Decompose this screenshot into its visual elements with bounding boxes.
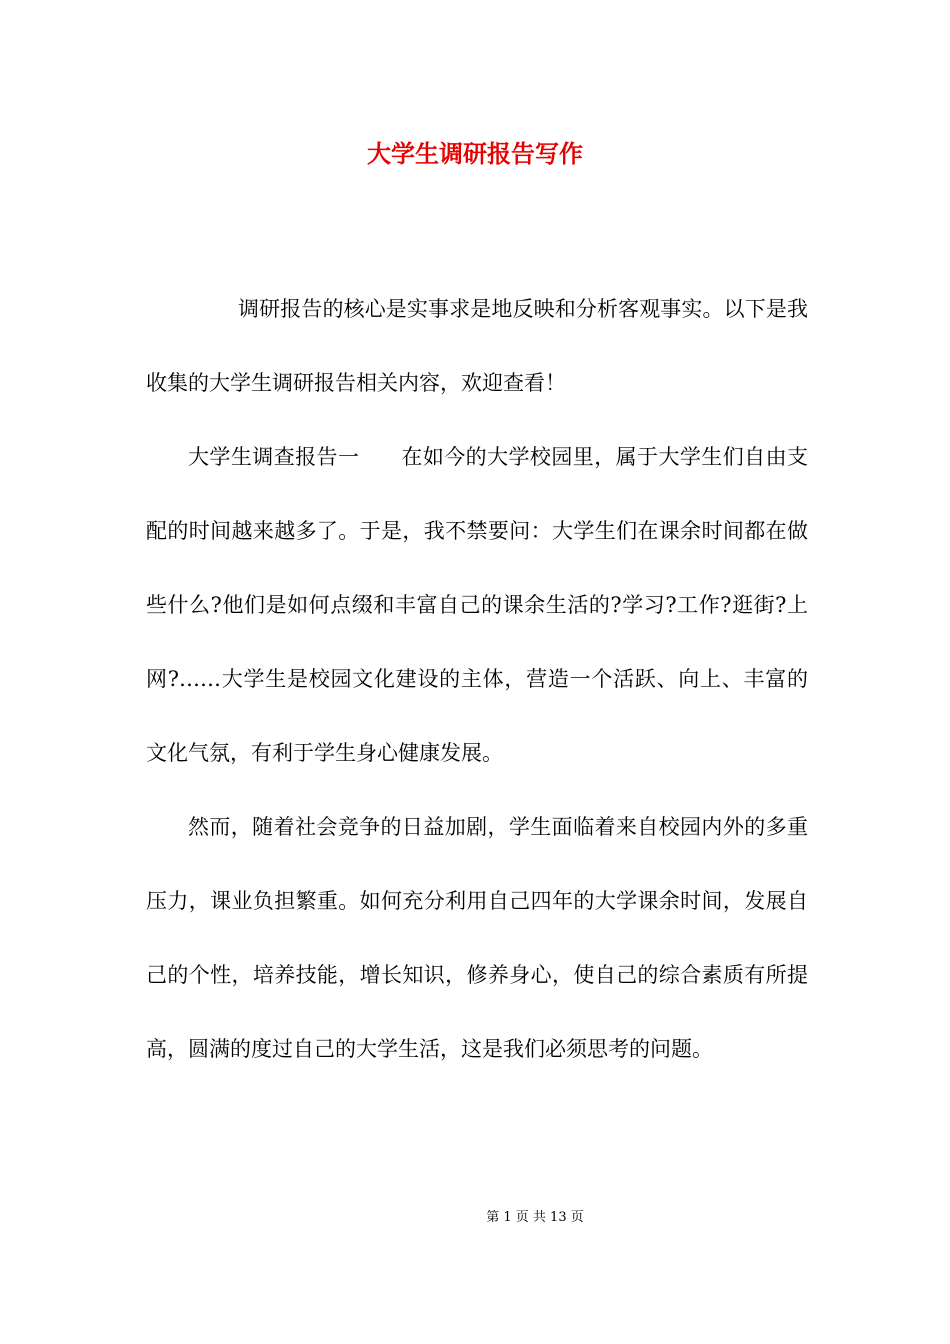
page-footer: 第 1 页 共 13 页: [486, 1210, 584, 1225]
section-paragraph-1: [146, 420, 808, 790]
section-paragraph-2: 然而，随着社会竞争的日益加剧，学生面临着来自校园内外的多重压力，课业负担繁重。如何充分利用自己四年的大学课余时间，发展自己的个性，培养技能，增长知识，修养身心，使自己的综合素质有所提高，圆满的度过自己的大学生活，这是我们必须思考的问题。: [146, 815, 808, 1061]
document-body: [146, 272, 808, 1086]
section-heading: 大学生调查报告一: [188, 445, 360, 469]
intro-paragraph: 调研报告的核心是实事求是地反映和分析客观事实。以下是我收集的大学生调研报告相关内容，欢迎查看！: [146, 297, 808, 395]
section-paragraph-1-text: 在如今的大学校园里，属于大学生们自由支配的时间越来越多了。于是，我不禁要问：大学生们在课余时间都在做些什么?他们是如何点缀和丰富自己的课余生活的?学习?工作?逛街?上网?……大学生是校园文化建设的主体，营造一个活跃、向上、丰富的文化气氛，有利于学生身心健康发展。: [146, 445, 809, 765]
document-title: 大学生调研报告写作: [367, 139, 583, 168]
